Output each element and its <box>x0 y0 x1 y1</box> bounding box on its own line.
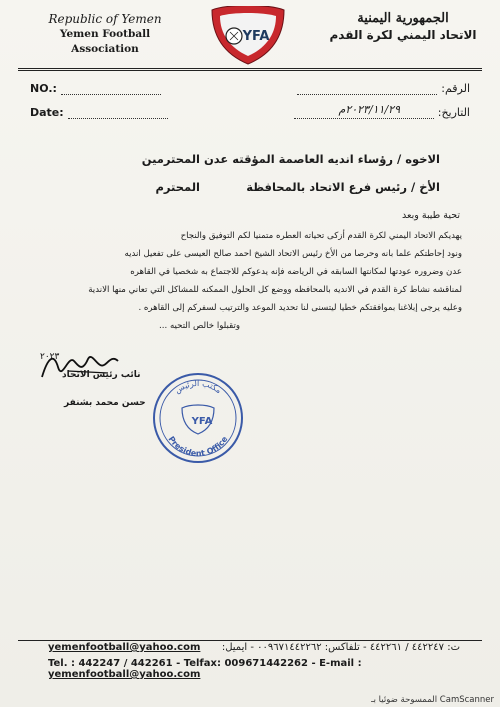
letterhead-arabic <box>328 10 478 44</box>
closing-line: وتقبلوا خالص التحيه ... <box>159 321 240 331</box>
stamp-logo-text: YFA <box>191 416 213 427</box>
no-label: NO.: <box>30 82 57 95</box>
body-line: عدن وضروره عودتها لمكانتها السابقه في الرياضه فإنه يدعوكم للاجتماع به شخصيا في القاهره <box>130 267 462 277</box>
body-line: لمناقشه نشاط كرة القدم في الانديه بالمحافظه ووضع كل الحلول الممكنه للمشاكل التي تعاني منها الاندية <box>88 285 462 295</box>
footer-english: Tel. : 442247 / 442261 - Telfax: 009671442262 - E-mail : yemenfootball@yahoo.com <box>48 658 362 680</box>
signatory-title: نائب رئيس الاتحاد <box>62 370 141 380</box>
header-divider <box>18 68 482 71</box>
telfax-value: 009671442262 <box>224 658 308 669</box>
body-line: يهديكم الاتحاد اليمني لكرة القدم أزكى تحياته العطره متمنيا لكم التوفيق والنجاح <box>180 231 462 241</box>
camscanner-prefix: الممسوحة ضوئيا بـ <box>371 695 438 705</box>
logo-text: YFA <box>242 29 270 44</box>
signature-date: ٢٠٢٣ <box>40 352 60 362</box>
footer-ar-phones: ٤٤٢٢٤٧ / ٤٤٢٢٦١ - تلفاكس: ٠٠٩٦٧١٤٤٢٢٦٢ - ايميل: <box>221 642 445 653</box>
ar-no-field <box>297 82 470 95</box>
ar-no-label: الرقم: <box>441 82 470 95</box>
yfa-logo-icon <box>206 6 290 66</box>
date-value: ٢٠٢٣/١١/٢٩م <box>338 103 400 116</box>
telfax-label: Telfax: <box>183 658 221 669</box>
signatory-name: حسن محمد بشنفر <box>64 398 146 408</box>
greeting: تحية طيبة وبعد <box>402 210 460 221</box>
camscanner-watermark <box>371 695 494 705</box>
email-label: E-mail : <box>319 658 362 669</box>
camscanner-app: CamScanner <box>439 695 494 705</box>
president-office-stamp-icon <box>152 372 244 464</box>
date-label: Date: <box>30 106 64 119</box>
tel-label: Tel. : <box>48 658 75 669</box>
footer-email-ar-link[interactable]: yemenfootball@yahoo.com <box>48 642 201 653</box>
footer-arabic <box>48 642 460 653</box>
date-field <box>30 106 168 119</box>
tel-value: 442247 / 442261 <box>78 658 173 669</box>
stamp-top-text: مكتب الرئيس <box>173 378 224 396</box>
letterhead-english <box>30 12 180 57</box>
stamp-bottom-text: President Office <box>166 434 230 459</box>
letterhead-country: Republic of Yemen <box>48 12 162 26</box>
recipient-1: الاخوه / رؤساء انديه العاصمة المؤقته عدن <box>203 152 440 166</box>
recipient-2: الأخ / رئيس فرع الاتحاد بالمحافظة <box>246 180 440 194</box>
letterhead-country-ar: الجمهورية اليمنية <box>357 11 449 26</box>
body-line: ونود إحاطتكم علما بانه وحرصا من الأخ رئيس الاتحاد الشيخ احمد صالح العيسى على تفعيل انديه <box>124 249 462 259</box>
body-line: وعليه يرجى إبلاغنا بموافقتكم خطيا ليتسنى لنا تحديد الموعد والترتيب لسفركم إلى القاهره . <box>138 303 462 313</box>
svg-text:President Office <box>167 434 230 458</box>
recipient-1-honorific: المحترمين <box>141 152 200 166</box>
letterhead-org: Yemen Football Association <box>59 28 151 55</box>
no-field <box>30 82 161 95</box>
footer-email-link[interactable]: yemenfootball@yahoo.com <box>48 669 201 680</box>
letterhead-org-ar: الاتحاد اليمني لكرة القدم <box>329 28 477 42</box>
svg-text:مكتب الرئيس <box>173 379 223 395</box>
footer-divider <box>18 640 482 641</box>
recipient-2-honorific: المحترم <box>155 180 200 194</box>
ar-date-label: التاريخ: <box>437 106 470 119</box>
footer-ar-prefix: ت: <box>447 642 460 653</box>
